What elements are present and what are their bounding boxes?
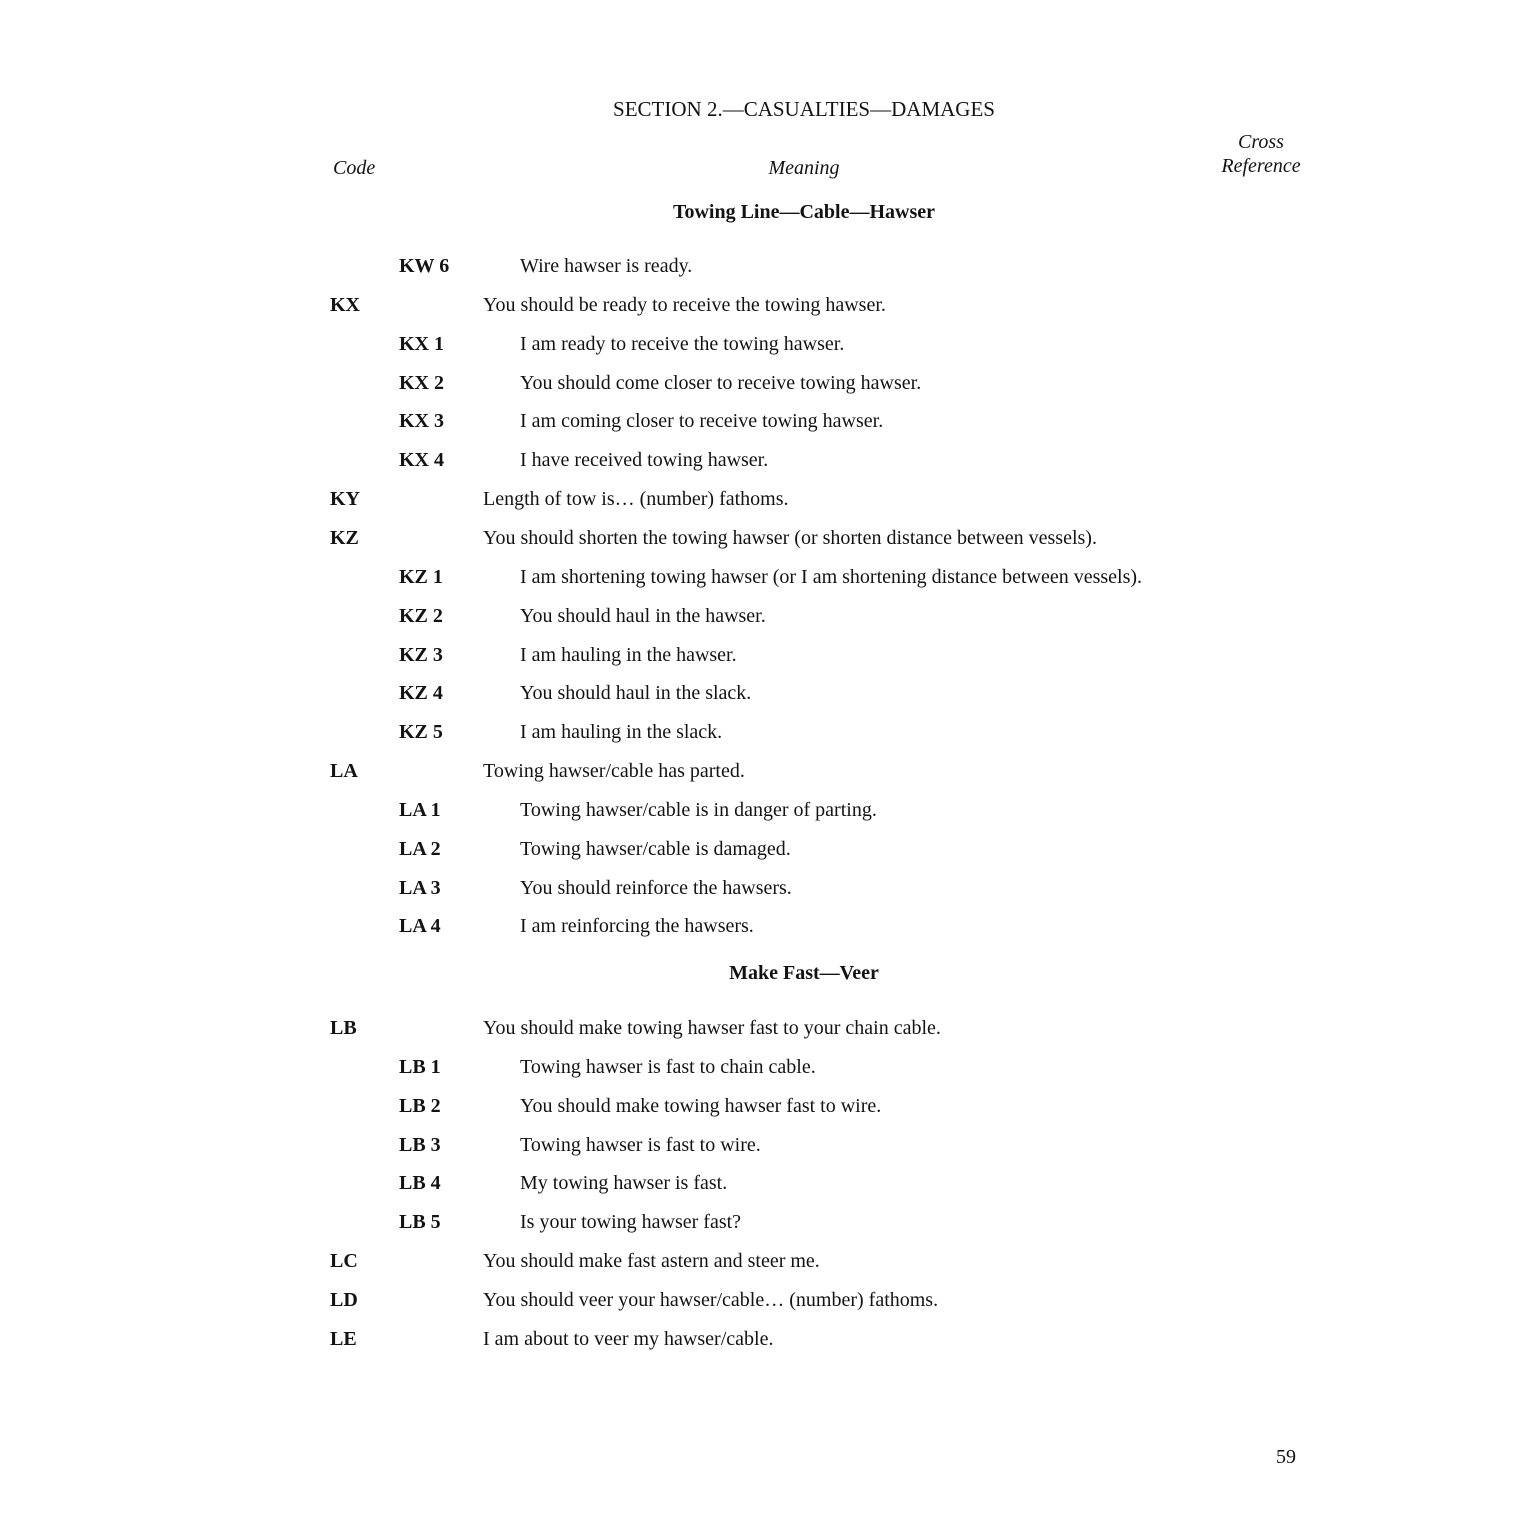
signal-code: KZ 1 xyxy=(399,566,443,588)
table-row xyxy=(330,1135,1490,1161)
table-row xyxy=(330,411,1490,437)
signal-meaning: You should haul in the hawser. xyxy=(520,605,766,627)
table-row xyxy=(330,1251,1490,1277)
section-title: SECTION 2.—CASUALTIES—DAMAGES xyxy=(613,97,995,121)
cross-reference-column-header xyxy=(1161,131,1361,177)
page-number: 59 xyxy=(1276,1446,1296,1468)
table-row xyxy=(330,334,1490,360)
signal-meaning: You should come closer to receive towing hawser. xyxy=(520,372,922,394)
signal-meaning: Towing hawser is fast to chain cable. xyxy=(520,1056,816,1078)
signal-meaning: I am hauling in the slack. xyxy=(520,721,723,743)
signal-code: KZ 5 xyxy=(399,721,443,743)
table-row xyxy=(330,916,1490,942)
signal-meaning: I am coming closer to receive towing hawser. xyxy=(520,410,884,432)
signal-meaning: You should veer your hawser/cable… (number) fathoms. xyxy=(483,1289,939,1311)
table-row xyxy=(330,1173,1490,1199)
signal-meaning: I have received towing hawser. xyxy=(520,449,769,471)
table-row xyxy=(330,295,1490,321)
signal-code: KZ 2 xyxy=(399,605,443,627)
signal-meaning: My towing hawser is fast. xyxy=(520,1172,728,1194)
signal-code: LB 3 xyxy=(399,1134,441,1156)
signal-code: LA 2 xyxy=(399,838,441,860)
group-heading-towing-line: Towing Line—Cable—Hawser xyxy=(672,201,936,223)
signal-code: KZ 4 xyxy=(399,682,443,704)
signal-code: KX 2 xyxy=(399,372,444,394)
table-row xyxy=(330,1018,1490,1044)
signal-code: LE xyxy=(330,1328,357,1350)
signal-code: LB 1 xyxy=(399,1056,441,1078)
table-row xyxy=(330,683,1490,709)
signal-meaning: You should shorten the towing hawser (or shorten distance between vessels). xyxy=(483,527,1097,549)
table-row xyxy=(330,1329,1490,1355)
signal-meaning: You should make towing hawser fast to your chain cable. xyxy=(483,1017,941,1039)
signal-meaning: Length of tow is… (number) fathoms. xyxy=(483,488,789,510)
table-row xyxy=(330,1290,1490,1316)
signal-code: LB 5 xyxy=(399,1211,441,1233)
table-row xyxy=(330,450,1490,476)
table-row xyxy=(330,528,1490,554)
signal-meaning: You should reinforce the hawsers. xyxy=(520,877,792,899)
signal-code: KX 1 xyxy=(399,333,444,355)
table-row xyxy=(330,489,1490,515)
signal-meaning: Towing hawser/cable has parted. xyxy=(483,760,745,782)
table-row xyxy=(330,1096,1490,1122)
table-row xyxy=(330,878,1490,904)
cross-reference-line1: Cross xyxy=(1238,131,1284,153)
meaning-column-header: Meaning xyxy=(768,157,840,179)
signal-meaning: I am hauling in the hawser. xyxy=(520,644,737,666)
cross-reference-line2: Reference xyxy=(1221,155,1301,177)
table-row xyxy=(330,800,1490,826)
signal-meaning: You should make towing hawser fast to wire. xyxy=(520,1095,882,1117)
signal-meaning: I am shortening towing hawser (or I am shortening distance between vessels). xyxy=(520,566,1143,588)
signal-code: KW 6 xyxy=(399,255,450,277)
signal-meaning: I am reinforcing the hawsers. xyxy=(520,915,754,937)
signal-code: KZ xyxy=(330,527,359,549)
signal-code: LB 2 xyxy=(399,1095,441,1117)
signal-meaning: Towing hawser is fast to wire. xyxy=(520,1134,761,1156)
signal-meaning: I am ready to receive the towing hawser. xyxy=(520,333,845,355)
signal-code: KY xyxy=(330,488,360,510)
table-row xyxy=(330,1212,1490,1238)
signal-meaning: I am about to veer my hawser/cable. xyxy=(483,1328,774,1350)
signal-meaning: You should be ready to receive the towing hawser. xyxy=(483,294,886,316)
signal-meaning: You should make fast astern and steer me. xyxy=(483,1250,820,1272)
signal-meaning: Is your towing hawser fast? xyxy=(520,1211,742,1233)
signal-code: KX xyxy=(330,294,360,316)
signal-code: LA 3 xyxy=(399,877,441,899)
signal-code: KX 4 xyxy=(399,449,444,471)
signal-code: LA xyxy=(330,760,358,782)
table-row xyxy=(330,722,1490,748)
signal-meaning: You should haul in the slack. xyxy=(520,682,752,704)
code-column-header: Code xyxy=(333,157,376,179)
table-row xyxy=(330,373,1490,399)
signal-code: LD xyxy=(330,1289,358,1311)
signal-meaning: Wire hawser is ready. xyxy=(520,255,693,277)
signal-code: LA 4 xyxy=(399,915,441,937)
signal-meaning: Towing hawser/cable is damaged. xyxy=(520,838,791,860)
signal-code: LA 1 xyxy=(399,799,441,821)
table-row xyxy=(330,567,1490,593)
signal-meaning: Towing hawser/cable is in danger of parting. xyxy=(520,799,877,821)
group-heading-make-fast: Make Fast—Veer xyxy=(729,962,879,984)
signal-code: KX 3 xyxy=(399,410,444,432)
table-row xyxy=(330,256,1490,282)
table-row xyxy=(330,1057,1490,1083)
signal-code: KZ 3 xyxy=(399,644,443,666)
signal-code: LC xyxy=(330,1250,358,1272)
signal-code: LB xyxy=(330,1017,357,1039)
table-row xyxy=(330,839,1490,865)
table-row xyxy=(330,645,1490,671)
signal-code: LB 4 xyxy=(399,1172,441,1194)
table-row xyxy=(330,761,1490,787)
table-row xyxy=(330,606,1490,632)
